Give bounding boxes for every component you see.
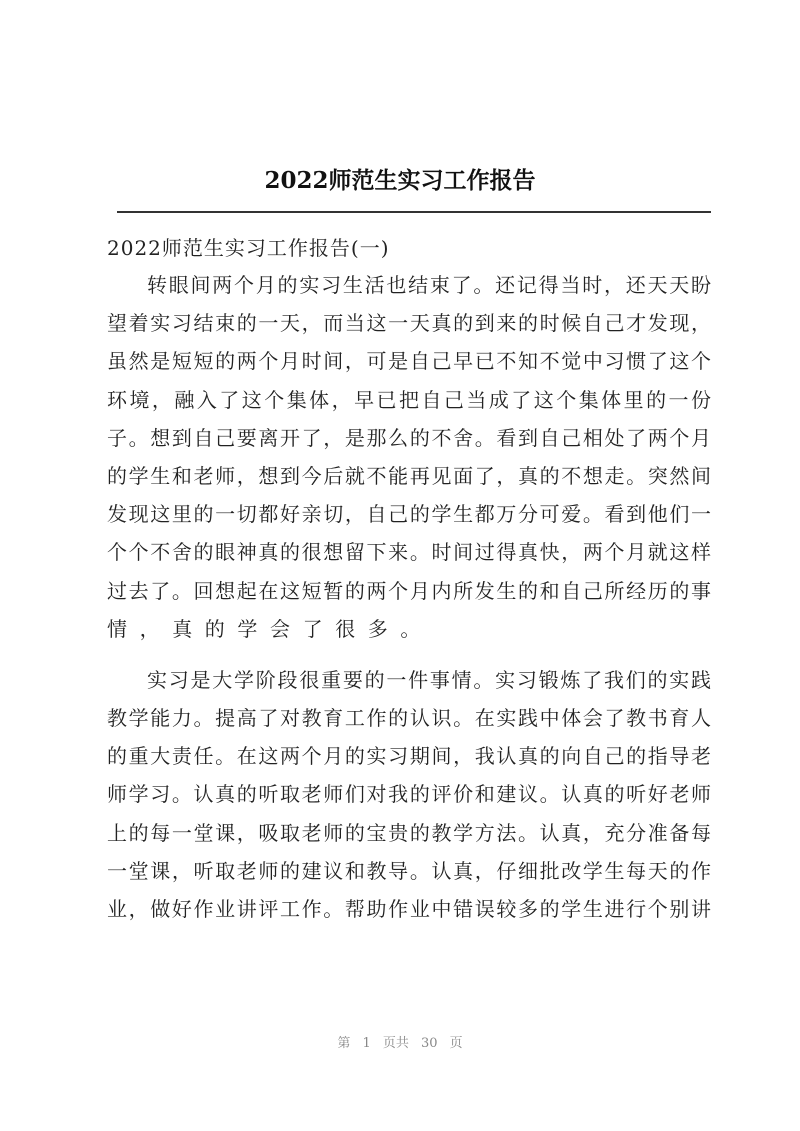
page-footer: 第 1 页共 30 页	[337, 1036, 463, 1051]
text-line: 师学习。认真的听取老师们对我的评价和建议。认真的听好老师	[107, 782, 711, 807]
text-line: 转眼间两个月的实习生活也结束了。还记得当时，还天天盼	[147, 273, 711, 297]
text-line: 一堂课，听取老师的建议和教导。认真，仔细批改学生每天的作	[107, 858, 711, 883]
text-line: 虽然是短短的两个月时间，可是自己早已不知不觉中习惯了这个	[107, 349, 711, 374]
text-line: 环境，融入了这个集体，早已把自己当成了这个集体里的一份	[107, 387, 711, 412]
text-line: 望着实习结束的一天，而当这一天真的到来的时候自己才发现，	[107, 311, 711, 336]
text-line: 的重大责任。在这两个月的实习期间，我认真的向自己的指导老	[107, 744, 711, 769]
text-line: 过去了。回想起在这短暂的两个月内所发生的和自己所经历的事	[107, 578, 711, 603]
text-line: 业，做好作业讲评工作。帮助作业中错误较多的学生进行个别讲	[107, 897, 711, 921]
paragraph-2	[107, 661, 711, 928]
text-line: 上的每一堂课，吸取老师的宝贵的教学方法。认真，充分准备每	[107, 820, 711, 845]
paragraph-1	[107, 266, 711, 928]
text-line: 个个不舍的眼神真的很想留下来。时间过得真快，两个月就这样	[107, 540, 711, 565]
text-line: 的学生和老师，想到今后就不能再见面了，真的不想走。突然间	[107, 463, 711, 488]
text-line: 教学能力。提高了对教育工作的认识。在实践中体会了教书育人	[107, 706, 711, 731]
document-title: 2022师范生实习工作报告	[264, 167, 536, 194]
text-line: 发现这里的一切都好亲切，自己的学生都万分可爱。看到他们一	[107, 502, 711, 527]
text-line: 情，真的学会了很多。	[107, 616, 433, 641]
text-line: 子。想到自己要离开了，是那么的不舍。看到自己相处了两个月	[107, 425, 711, 450]
title-divider	[117, 211, 711, 213]
text-line: 实习是大学阶段很重要的一件事情。实习锻炼了我们的实践	[147, 667, 711, 692]
section-heading: 2022师范生实习工作报告(一)	[107, 236, 390, 260]
